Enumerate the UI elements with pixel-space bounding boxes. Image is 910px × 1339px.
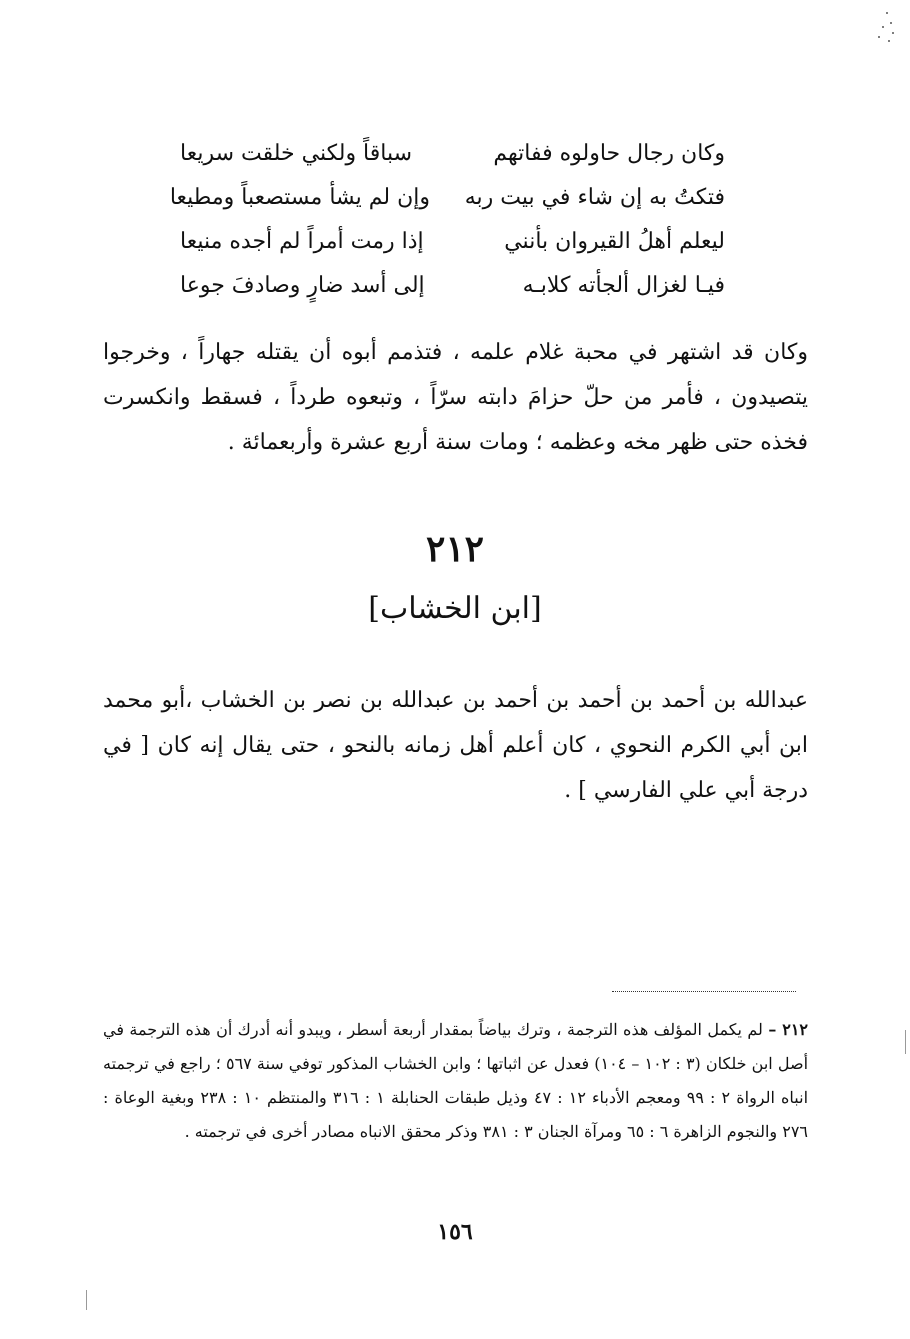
footnote-number: ٢١٢ –	[768, 1020, 808, 1039]
verse-second-hemistich: سباقاً ولكني خلقت سريعا	[180, 141, 413, 166]
footnote-text: لم يكمل المؤلف هذه الترجمة ، وترك بياضاً بمقدار أربعة أسطر ، ويبدو أنه أدرك أن هذه الترجمة في أصل ابن خلكان (٣ : ١٠٢ – ١٠٤) فعدل عن اثباتها ؛ وابن الخشاب المذكور توفي سنة ٥٦٧ ؛ راجع في ترجمته انباه الرواة ٢ : ٩٩ ومعجم الأدباء ١٢ : ٤٧ وذيل طبقات الحنابلة ١ : ٣١٦ والمنتظم ١٠ : ٢٣٨ وبغية الوعاة : ٢٧٦ والنجوم الزاهرة ٦ : ٦٥ ومرآة الجنان ٣ : ٣٨١ وذكر محقق الانباه مصادر أخرى في ترجمته .	[103, 1020, 809, 1141]
verse-first-hemistich: فيـا لغزال ألجأته كلابـه	[522, 273, 725, 298]
verse-second-hemistich: إذا رمت أمراً لم أجده منيعا	[180, 229, 424, 254]
edge-mark-right	[905, 1030, 906, 1054]
corner-speckle-marks	[856, 8, 896, 48]
verse-second-hemistich: إلى أسد ضارٍ وصادفَ جوعا	[180, 273, 425, 298]
poem-verse	[180, 220, 725, 264]
entry-title: [ابن الخشاب]	[368, 591, 542, 626]
body-paragraph: وكان قد اشتهر في محبة غلام علمه ، فتذمم أبوه أن يقتله جهاراً ، وخرجوا يتصيدون ، فأمر من حلّ حزامَ دابته سرّاً ، وتبعوه طرداً ، فسقط وانكسرت فخذه حتى ظهر مخه وعظمه ؛ ومات سنة أربع عشرة وأربعمائة .	[103, 340, 808, 455]
verse-first-hemistich: وكان رجال حاولوه ففاتهم	[493, 141, 725, 166]
verse-second-hemistich: وإن لم يشأ مستصعباً ومطيعا	[169, 185, 430, 210]
entry-paragraph: عبدالله بن أحمد بن أحمد بن أحمد بن عبدالله بن نصر بن الخشاب ،أبو محمد ابن أبي الكرم النحوي ، كان أعلم أهل زمانه بالنحو ، حتى يقال إنه كان [ في درجة أبي علي الفارسي ] .	[103, 688, 808, 803]
poem-verse	[169, 176, 725, 220]
entry-number: ٢١٢	[425, 528, 484, 570]
verse-first-hemistich: فتكتُ به إن شاء في بيت ربه	[464, 185, 725, 210]
poem-verse	[180, 132, 725, 176]
footnote-divider	[612, 991, 796, 992]
page-number: ١٥٦	[437, 1219, 473, 1245]
verse-first-hemistich: ليعلم أهلُ القيروان بأنني	[504, 229, 725, 254]
poem	[169, 132, 725, 308]
poem-verse	[180, 264, 725, 308]
edge-mark-left	[86, 1290, 87, 1310]
footnote	[103, 1013, 808, 1149]
